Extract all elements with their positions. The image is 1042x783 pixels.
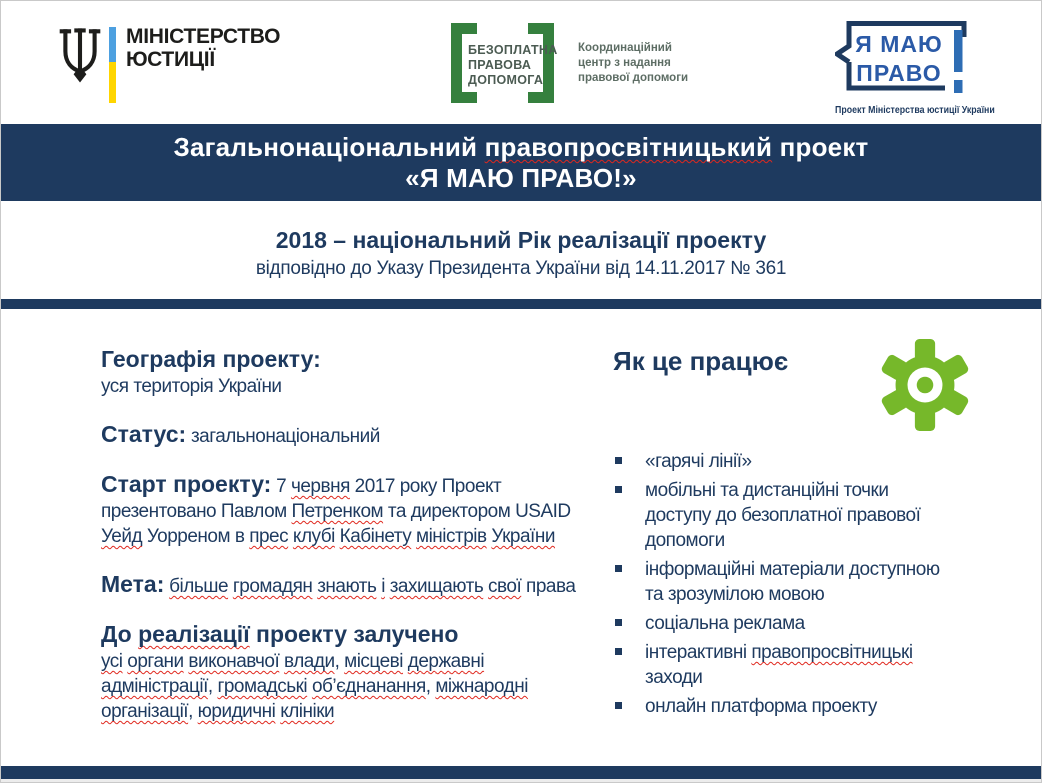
coordination-center-caption: Координаційний центр з надання правової допомоги bbox=[578, 41, 689, 84]
list-item: соціальна реклама bbox=[613, 611, 1005, 636]
list-item: інформаційні матеріали доступною та зрозумілою мовою bbox=[613, 557, 1005, 607]
banner-title-line1: Загальнонаціональний правопросвітницький проект bbox=[173, 132, 869, 162]
ministry-name bbox=[126, 25, 280, 103]
main-content bbox=[1, 309, 1041, 745]
header-logos bbox=[1, 1, 1041, 124]
bottom-bar bbox=[1, 766, 1041, 779]
gear-icon bbox=[879, 337, 971, 433]
how-it-works-title: Як це працює bbox=[613, 346, 789, 376]
year-subtitle: відповідно до Указу Президента України від 14.11.2017 № 361 bbox=[255, 258, 787, 279]
project-info-column bbox=[101, 345, 591, 745]
imr-line1: Я МАЮ bbox=[855, 31, 943, 57]
how-it-works-list bbox=[613, 449, 1005, 719]
ya-mayu-pravo-logo bbox=[835, 21, 1005, 116]
divider-bar bbox=[1, 299, 1041, 309]
ministry-name-line2: ЮСТИЦІЇ bbox=[126, 48, 215, 71]
trident-icon bbox=[59, 27, 101, 85]
ministry-name-line1: МІНІСТЕРСТВО bbox=[126, 25, 281, 48]
year-block bbox=[1, 201, 1041, 299]
list-item: інтерактивні правопросвітницькі заходи bbox=[613, 640, 1005, 690]
how-it-works-column bbox=[613, 345, 1005, 745]
list-item: «гарячі лінії» bbox=[613, 449, 1005, 474]
exclamation-bar-icon bbox=[954, 30, 963, 72]
title-banner bbox=[1, 124, 1041, 201]
start-block: Старт проекту: 7 червня 2017 року Проект презентовано Павлом Петренком та директором USAID Уейд Уорреном в прес клубі Кабінету міністрів України bbox=[101, 471, 571, 547]
legal-aid-logo-text: БЕЗОПЛАТНА ПРАВОВА ДОПОМОГА bbox=[468, 43, 558, 87]
year-title: 2018 – національний Рік реалізації проекту bbox=[275, 227, 767, 253]
exclamation-dot-icon bbox=[954, 80, 963, 93]
list-item: мобільні та дистанційні точки доступу до безоплатної правової допомоги bbox=[613, 478, 1005, 553]
bottom-edge bbox=[1, 779, 1041, 782]
status-block: Статус: загальнонаціональний bbox=[101, 421, 380, 447]
banner-title-line2: «Я МАЮ ПРАВО!» bbox=[405, 163, 637, 193]
meta-block: Мета: більше громадян знають і захищають свої права bbox=[101, 571, 576, 597]
geography-block: Географія проекту: уся територія України bbox=[101, 346, 321, 397]
involved-block: До реалізації проекту залучено усі органи виконавчої влади, місцеві державні адміністрації, громадські об’єднанання, міжнародні організації, юридичні клініки bbox=[101, 621, 528, 722]
ukraine-flag-bar-icon bbox=[109, 27, 116, 103]
ministry-of-justice-logo bbox=[59, 23, 280, 103]
legal-aid-logo bbox=[451, 23, 688, 103]
list-item: онлайн платформа проекту bbox=[613, 694, 1005, 719]
imr-caption: Проект Міністерства юстиції України bbox=[835, 105, 995, 116]
speech-bubble-icon bbox=[835, 21, 969, 95]
imr-line2: ПРАВО bbox=[856, 60, 942, 86]
